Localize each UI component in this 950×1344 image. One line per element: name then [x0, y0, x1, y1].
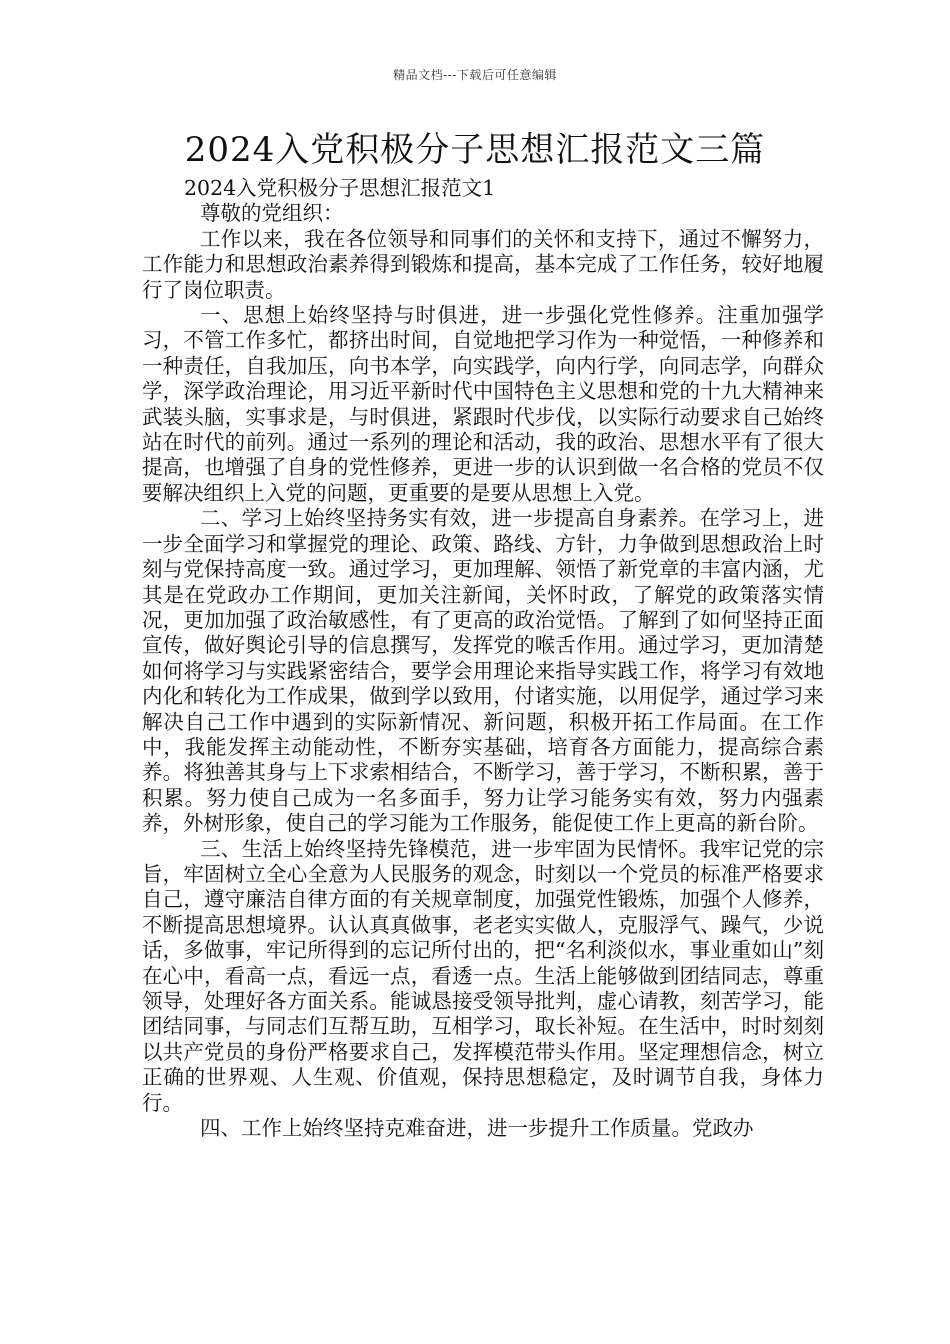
paragraph-study: 二、学习上始终坚持务实有效，进一步提高自身素养。在学习上，进一步全面学习和掌握党的理论、政策、路线、方针，力争做到思想政治上时刻与党保持高度一致。通过学习，更加理解、领悟了新党章的丰富内涵，尤其是在党政办工作期间，更加关注新闻，关怀时政，了解党的政策落实情况，更加加强了政治敏感性，有了更高的政治觉悟。了解到了如何坚持正面宣传，做好舆论引导的信息撰写，发挥党的喉舌作用。通过学习，更加清楚如何将学习与实践紧密结合，要学会用理论来指导实践工作，将学习有效地内化和转化为工作成果，做到学以致用，付诸实施，以用促学，通过学习来解决自己工作中遇到的实际新情况、新问题，积极开拓工作局面。在工作中，我能发挥主动能动性，不断夯实基础，培育各方面能力，提高综合素养。将独善其身与上下求索相结合，不断学习，善于学习，不断积累，善于积累。努力使自己成为一名多面手，努力让学习能务实有效，努力内强素养，外树形象，使自己的学习能为工作服务，能促使工作上更高的新台阶。 [142, 506, 824, 836]
paragraph-thought: 一、思想上始终坚持与时俱进，进一步强化党性修养。注重加强学习，不管工作多忙，都挤出时间，自觉地把学习作为一种觉悟，一种修养和一种责任，自我加压，向书本学，向实践学，向内行学，向同志学，向群众学，深学政治理论，用习近平新时代中国特色主义思想和党的十九大精神来武装头脑，实事求是，与时俱进，紧跟时代步伐，以实际行动要求自己始终站在时代的前列。通过一系列的理论和活动，我的政治、思想水平有了很大提高，也增强了自身的党性修养，更进一步的认识到做一名合格的党员不仅要解决组织上入党的问题，更重要的是要从思想上入党。 [142, 303, 824, 505]
header-note: 精品文档---下载后可任意编辑 [393, 68, 557, 82]
document-body [142, 176, 824, 1141]
section-subtitle: 2024入党积极分子思想汇报范文1 [184, 176, 496, 200]
paragraph-life: 三、生活上始终坚持先锋模范，进一步牢固为民情怀。我牢记党的宗旨，牢固树立全心全意为人民服务的观念，时刻以一个党员的标准严格要求自己，遵守廉洁自律方面的有关规章制度，加强党性锻炼，加强个人修养，不断提高思想境界。认认真真做事，老老实实做人，克服浮气、躁气，少说话，多做事，牢记所得到的忘记所付出的，把“名利淡似水，事业重如山”刻在心中，看高一点，看远一点，看透一点。生活上能够做到团结同志，尊重领导，处理好各方面关系。能诚恳接受领导批判，虚心请教，刻苦学习，能团结同事，与同志们互帮互助，互相学习，取长补短。在生活中，时时刻刻以共产党员的身份严格要求自己，发挥模范带头作用。坚定理想信念，树立正确的世界观、人生观、价值观，保持思想稳定，及时调节自我，身体力行。 [142, 836, 824, 1115]
document-title: 2024入党积极分子思想汇报范文三篇 [184, 130, 766, 170]
paragraph-intro: 工作以来，我在各位领导和同事们的关怀和支持下，通过不懈努力，工作能力和思想政治素养得到锻炼和提高，基本完成了工作任务，较好地履行了岗位职责。 [142, 226, 824, 302]
paragraph-work: 四、工作上始终坚持克难奋进，进一步提升工作质量。党政办 [200, 1116, 754, 1141]
salutation: 尊敬的党组织： [200, 201, 344, 226]
